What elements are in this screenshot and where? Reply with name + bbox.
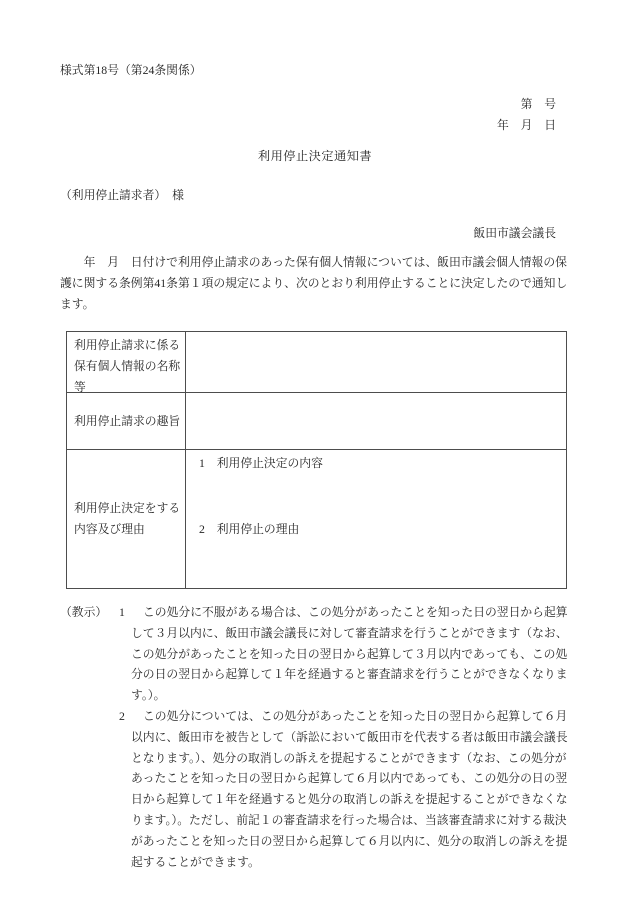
- table-cell-purport-value: [186, 393, 566, 450]
- doc-number-line: 第 号: [520, 97, 556, 111]
- table-item-suspension-reason: [199, 519, 566, 540]
- table-label-decision-content-reason: [67, 450, 186, 588]
- body-line: 年 月 日付けで利用停止請求のあった保有個人情報については、飯田市議会個人情報の保: [60, 255, 567, 269]
- notice-section: [60, 602, 568, 872]
- sender-name: 飯田市議会議長: [473, 226, 556, 240]
- table-label-line: 利用停止請求に係る: [74, 338, 181, 352]
- decision-table: [66, 331, 567, 589]
- table-label-personal-info-name: [67, 332, 186, 393]
- notice-item-2-line: 以内に、飯田市を被告として（訴訟において飯田市を代表する者は飯田市議会議長: [131, 729, 568, 744]
- item-number: 2: [199, 521, 205, 536]
- notice-item-2-first-line: [60, 706, 568, 727]
- page-title: 利用停止決定通知書: [257, 149, 373, 163]
- date-line: 年 月 日: [497, 117, 556, 132]
- table-label-line: 利用停止請求の趣旨: [74, 413, 181, 428]
- notice-item-1-first-line: [60, 602, 568, 623]
- notice-item-1-line: 分の日の翌日から起算して１年を経過すると審査請求を行うことができなくなりま: [131, 667, 568, 682]
- header-right-block: [60, 94, 556, 136]
- table-label-request-purport: [67, 393, 186, 450]
- form-number-label: 様式第18号（第24条関係）: [60, 63, 202, 77]
- table-item-decision-content: [199, 453, 566, 474]
- notice-item-2-line: となります。）、処分の取消しの訴えを提起することができます（なお、この処分が: [131, 750, 567, 765]
- notice-item-1-line: この処分があったことを知った日の翌日から起算して３月以内であっても、この処: [131, 646, 568, 661]
- notice-item-1-line: して３月以内に、飯田市議会議長に対して審査請求を行うことができます（なお、: [131, 625, 568, 640]
- notice-item-2-line: 起することができます。: [131, 854, 260, 869]
- notice-item-2-line: 日から起算して１年を経過すると処分の取消しの訴えを提起することができなくな: [131, 792, 568, 807]
- table-label-line: 等: [74, 379, 86, 394]
- notice-item-number: 1: [119, 605, 125, 619]
- item-text: 利用停止の理由: [216, 521, 300, 536]
- notice-item-text: この処分については、この処分があったことを知った日の翌日から起算して６月: [143, 708, 568, 723]
- table-label-line: 利用停止決定をする: [74, 501, 181, 516]
- body-paragraph: [60, 252, 568, 314]
- item-number: 1: [199, 456, 205, 470]
- notice-item-text: この処分に不服がある場合は、この処分があったことを知った日の翌日から起算: [143, 605, 568, 619]
- table-label-line: 内容及び理由: [74, 522, 145, 536]
- notice-item-2-line: があったことを知った日の翌日から起算して６月以内に、処分の取消しの訴えを提: [131, 833, 568, 848]
- notice-item-2-line: ります。）。ただし、前記１の審査請求を行った場合は、当該審査請求に対する裁決: [131, 812, 567, 827]
- item-text: 利用停止決定の内容: [216, 456, 323, 470]
- notice-item-number: 2: [119, 708, 125, 723]
- notice-item-1-line: す。）。: [131, 688, 166, 703]
- table-cell-decision-value: [186, 450, 566, 588]
- table-cell-personal-info-value: [186, 332, 566, 393]
- table-label-line: 保有個人情報の名称: [74, 358, 181, 373]
- notice-label: （教示）: [60, 605, 108, 619]
- body-line: 護に関する条例第41条第１項の規定により、次のとおり利用停止することに決定したので通知し: [60, 275, 568, 290]
- addressee-line: （利用停止請求者） 様: [60, 188, 184, 202]
- body-line: ます。: [60, 296, 95, 311]
- notice-item-2-line: あったことを知った日の翌日から起算して６月以内であっても、この処分の日の翌: [131, 771, 568, 786]
